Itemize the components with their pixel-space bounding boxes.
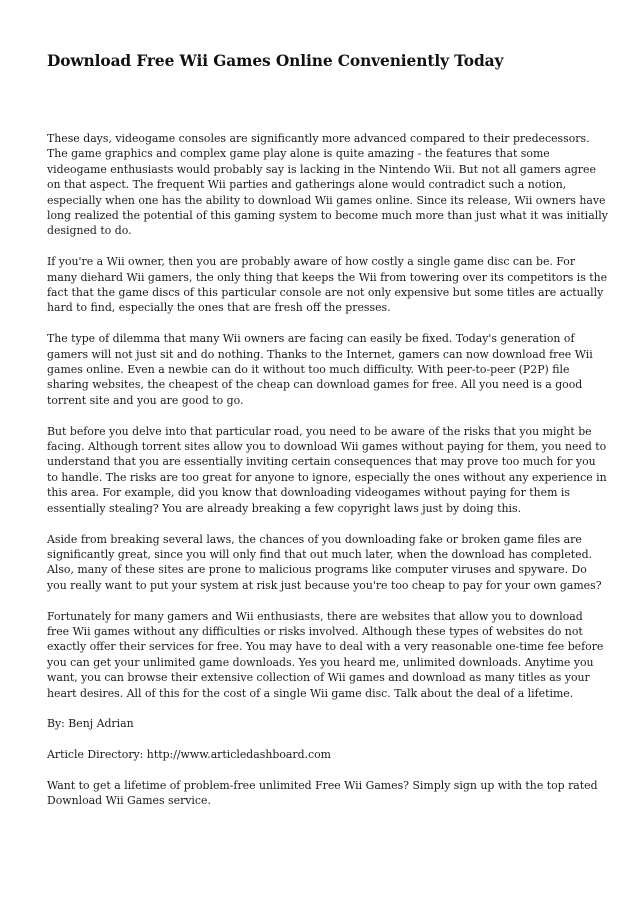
- paragraph-malware: [47, 532, 602, 594]
- call-to-action: [47, 778, 598, 809]
- text-line: long realized the potential of this gaming system to become much more than just what it was initially: [47, 209, 608, 223]
- text-line: especially when one has the ability to download Wii games online. Since its release, Wii owners have: [47, 193, 606, 207]
- text-line: games online. Even a newbie can do it without too much difficulty. With peer-to-peer (P2P) file: [47, 363, 570, 377]
- author-byline: [47, 716, 595, 731]
- article-directory: [47, 747, 595, 762]
- text-line: to handle. The risks are too great for anyone to ignore, especially the ones without any experience in: [47, 470, 607, 484]
- text-line: The game graphics and complex game play alone is quite amazing - the features that some: [47, 147, 550, 161]
- text-line: gamers will not just sit and do nothing. Thanks to the Internet, gamers can now download free Wii: [47, 347, 593, 361]
- text-line: fact that the game discs of this particular console are not only expensive but some titles are actually: [47, 286, 604, 300]
- text-line: on that aspect. The frequent Wii parties and gatherings alone would contradict such a notion,: [47, 178, 567, 192]
- paragraph-dilemma: [47, 331, 595, 408]
- text-line: If you're a Wii owner, then you are probably aware of how costly a single game disc can be. For: [47, 255, 576, 269]
- text-line: sharing websites, the cheapest of the cheap can download games for free. All you need is a good: [47, 378, 583, 392]
- text-line: hard to find, especially the ones that are fresh off the presses.: [47, 301, 391, 315]
- text-line: designed to do.: [47, 224, 132, 238]
- text-line: Fortunately for many gamers and Wii enthusiasts, there are websites that allow you to download: [47, 609, 583, 623]
- text-line: exactly offer their services for free. You may have to deal with a very reasonable one-time fee before: [47, 640, 604, 654]
- text-line: torrent site and you are good to go.: [47, 393, 244, 407]
- text-line: understand that you are essentially inviting certain consequences that may prove too much for you: [47, 455, 596, 469]
- text-line: Want to get a lifetime of problem-free unlimited Free Wii Games? Simply sign up with the top rated: [47, 778, 598, 792]
- text-line: facing. Although torrent sites allow you to download Wii games without paying for them, you need to: [47, 440, 607, 454]
- paragraph-websites: [47, 609, 604, 701]
- text-line: this area. For example, did you know that downloading videogames without paying for them is: [47, 486, 570, 500]
- text-line: significantly great, since you will only find that out much later, when the download has completed.: [47, 547, 593, 561]
- paragraph-intro: [47, 131, 608, 239]
- text-line: Download Wii Games service.: [47, 794, 211, 808]
- text-line: you can get your unlimited game downloads. Yes you heard me, unlimited downloads. Anytime you: [47, 655, 594, 669]
- text-line: These days, videogame consoles are significantly more advanced compared to their predecessors.: [47, 132, 590, 145]
- text-line: many diehard Wii gamers, the only thing that keeps the Wii from towering over its competitors is the: [47, 270, 608, 284]
- paragraph-disc-cost: [47, 254, 608, 316]
- text-line: Article Directory: http://www.articledashboard.com: [47, 748, 331, 762]
- text-line: Also, many of these sites are prone to malicious programs like computer viruses and spyware. Do: [47, 563, 587, 577]
- text-line: By: Benj Adrian: [47, 717, 134, 731]
- text-line: heart desires. All of this for the cost of a single Wii game disc. Talk about the deal of a lifetime.: [47, 686, 574, 700]
- page-title: Download Free Wii Games Online Conveniently Today: [47, 52, 504, 70]
- text-line: The type of dilemma that many Wii owners are facing can easily be fixed. Today's generation of: [47, 332, 575, 346]
- text-line: want, you can browse their extensive collection of Wii games and download as many titles as your: [47, 671, 590, 685]
- paragraph-risks: [47, 424, 607, 516]
- text-line: But before you delve into that particular road, you need to be aware of the risks that you might be: [47, 424, 592, 438]
- text-line: Aside from breaking several laws, the chances of you downloading fake or broken game files are: [47, 532, 582, 546]
- text-line: you really want to put your system at risk just because you're too cheap to pay for your own games?: [47, 578, 602, 592]
- text-line: free Wii games without any difficulties or risks involved. Although these types of websites do not: [47, 624, 583, 638]
- text-line: videogame enthusiasts would probably say is lacking in the Nintendo Wii. But not all gamers agree: [47, 162, 596, 176]
- text-line: essentially stealing? You are already breaking a few copyright laws just by doing this.: [47, 501, 522, 515]
- article-body: [47, 131, 608, 824]
